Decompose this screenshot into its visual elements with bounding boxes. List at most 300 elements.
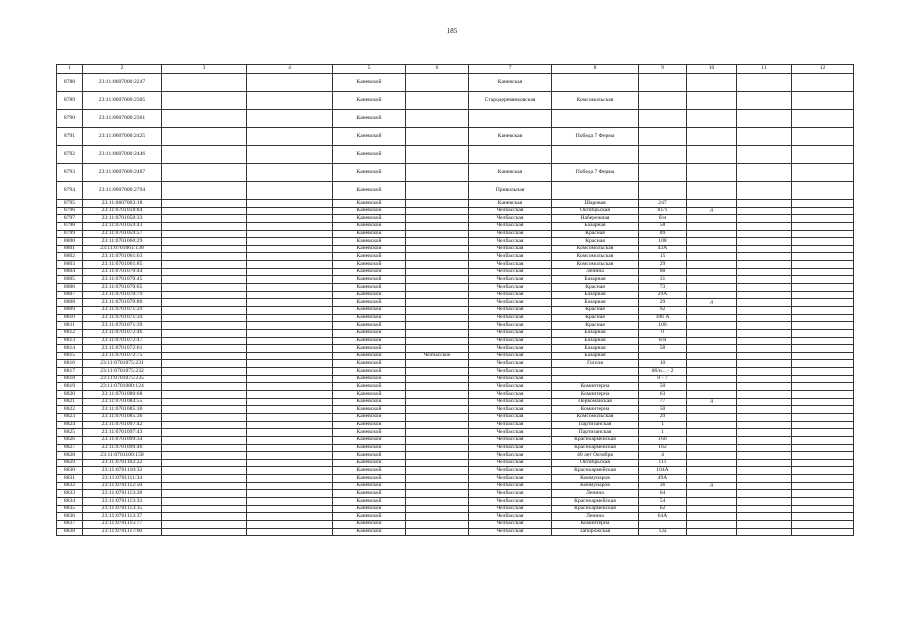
table-cell: Челбасская: [469, 421, 552, 429]
table-cell: [247, 436, 333, 444]
table-cell: [247, 391, 333, 399]
table-cell: [406, 475, 469, 483]
table-cell: 23:11:0701099:40: [83, 444, 162, 452]
table-cell: [737, 182, 792, 200]
table-cell: 8836: [57, 513, 83, 521]
table-cell: [792, 528, 854, 536]
table-cell: [406, 238, 469, 246]
table-cell: [737, 322, 792, 330]
table-cell: Каневской: [333, 268, 406, 276]
table-cell: [792, 306, 854, 314]
table-cell: [792, 444, 854, 452]
table-cell: 8824: [57, 421, 83, 429]
table-cell: Красноармейская: [552, 467, 639, 475]
register-table: [56, 64, 854, 536]
table-cell: Ленина: [552, 490, 639, 498]
table-cell: [406, 345, 469, 353]
table-cell: [687, 368, 737, 376]
table-cell: [162, 110, 247, 128]
table-cell: [687, 200, 737, 208]
table-cell: [162, 238, 247, 246]
table-cell: [247, 475, 333, 483]
table-cell: [552, 375, 639, 383]
table-cell: [792, 230, 854, 238]
table-cell: Каневской: [333, 284, 406, 292]
table-cell: 247: [639, 200, 687, 208]
table-cell: 50: [639, 383, 687, 391]
table-cell: [792, 222, 854, 230]
table-cell: Челбасская: [469, 391, 552, 399]
table-cell: 8789: [57, 92, 83, 110]
table-cell: 0 - 7: [639, 375, 687, 383]
table-cell: [687, 306, 737, 314]
table-cell: [687, 182, 737, 200]
table-cell: 23:11:0701100:158: [83, 452, 162, 460]
table-cell: Челбасская: [469, 314, 552, 322]
table-body: [57, 74, 854, 536]
table-cell: 23:11:0607000:2487: [83, 164, 162, 182]
table-cell: [792, 329, 854, 337]
table-cell: [247, 110, 333, 128]
table-cell: [737, 299, 792, 307]
table-cell: Каневской: [333, 306, 406, 314]
table-cell: [687, 284, 737, 292]
table-cell: [406, 406, 469, 414]
table-cell: Каневской: [333, 475, 406, 483]
table-row: [57, 329, 854, 337]
table-cell: 23:11:0701099:34: [83, 436, 162, 444]
table-cell: Каневской: [333, 429, 406, 437]
table-cell: [162, 164, 247, 182]
table-cell: [687, 230, 737, 238]
table-cell: 8834: [57, 497, 83, 505]
table-cell: [792, 482, 854, 490]
table-cell: [687, 444, 737, 452]
table-cell: [247, 284, 333, 292]
table-cell: Красноармейская: [552, 505, 639, 513]
table-row: [57, 475, 854, 483]
table-cell: [792, 429, 854, 437]
table-cell: 23:11:0701072:61: [83, 345, 162, 353]
table-cell: [247, 398, 333, 406]
table-cell: [469, 110, 552, 128]
table-cell: 8807: [57, 291, 83, 299]
table-cell: [792, 238, 854, 246]
table-cell: [406, 520, 469, 528]
table-cell: Челбасская: [469, 375, 552, 383]
table-cell: [162, 268, 247, 276]
table-cell: 23:11:0701070:65: [83, 284, 162, 292]
table-cell: [639, 520, 687, 528]
table-cell: Челбасская: [469, 436, 552, 444]
table-cell: Каневской: [333, 497, 406, 505]
table-cell: 0б/н... - 2: [639, 368, 687, 376]
table-cell: [247, 429, 333, 437]
table-cell: Красная: [552, 284, 639, 292]
table-cell: [687, 291, 737, 299]
table-cell: Красная: [552, 314, 639, 322]
table-cell: Каневской: [333, 345, 406, 353]
table-cell: Челбасская: [469, 253, 552, 261]
table-cell: [639, 164, 687, 182]
table-cell: 92: [639, 306, 687, 314]
table-cell: Челбасская: [469, 429, 552, 437]
table-cell: [247, 368, 333, 376]
table-cell: [162, 520, 247, 528]
table-cell: [792, 467, 854, 475]
table-cell: [687, 528, 737, 536]
table-cell: Каневская: [469, 164, 552, 182]
table-cell: Челбасская: [469, 513, 552, 521]
table-cell: Челбасская: [469, 299, 552, 307]
table-cell: [687, 375, 737, 383]
table-row: [57, 322, 854, 330]
table-cell: Запорожская: [552, 528, 639, 536]
table-cell: [247, 497, 333, 505]
table-cell: [406, 128, 469, 146]
table-cell: [687, 413, 737, 421]
table-cell: 31: [639, 276, 687, 284]
table-cell: Каневской: [333, 92, 406, 110]
table-cell: 23:11:0701075:235: [83, 375, 162, 383]
table-cell: [162, 207, 247, 215]
table-cell: [247, 261, 333, 269]
table-cell: 8814: [57, 345, 83, 353]
table-cell: [406, 505, 469, 513]
table-cell: 23:11:0701071:29: [83, 306, 162, 314]
table-cell: [406, 383, 469, 391]
table-cell: [406, 322, 469, 330]
table-cell: [247, 74, 333, 92]
table-cell: Каневская: [469, 200, 552, 208]
table-cell: [737, 215, 792, 223]
table-cell: 88: [639, 268, 687, 276]
table-cell: Базарная: [552, 352, 639, 360]
table-cell: 29: [639, 299, 687, 307]
table-cell: 23:11:0701070:79: [83, 291, 162, 299]
table-cell: [687, 421, 737, 429]
table-cell: Каневской: [333, 128, 406, 146]
table-cell: [247, 207, 333, 215]
table-cell: [687, 276, 737, 284]
table-cell: [687, 164, 737, 182]
table-cell: [162, 337, 247, 345]
table-cell: 8828: [57, 452, 83, 460]
table-cell: [406, 306, 469, 314]
table-cell: 23:11:0701070:44: [83, 268, 162, 276]
table-row: [57, 261, 854, 269]
table-cell: [162, 528, 247, 536]
table-cell: [247, 375, 333, 383]
table-cell: Каневской: [333, 238, 406, 246]
table-cell: [687, 329, 737, 337]
table-cell: [162, 406, 247, 414]
table-cell: 23:11:0701072:75: [83, 352, 162, 360]
table-cell: [406, 413, 469, 421]
table-cell: [162, 375, 247, 383]
table-cell: [792, 92, 854, 110]
table-cell: 29А: [639, 291, 687, 299]
table-cell: [247, 337, 333, 345]
table-row: [57, 520, 854, 528]
table-cell: Челбасская: [469, 520, 552, 528]
table-cell: Каневской: [333, 314, 406, 322]
table-cell: Красная: [552, 306, 639, 314]
table-cell: Красная: [552, 238, 639, 246]
table-cell: Каневской: [333, 413, 406, 421]
table-cell: [737, 314, 792, 322]
table-cell: [247, 230, 333, 238]
table-cell: Челбасская: [469, 352, 552, 360]
table-cell: 8813: [57, 337, 83, 345]
table-cell: [687, 128, 737, 146]
table-cell: [247, 268, 333, 276]
table-cell: Первомайская: [552, 398, 639, 406]
table-cell: 58: [639, 222, 687, 230]
table-cell: [792, 505, 854, 513]
table-cell: Челбасская: [469, 261, 552, 269]
table-cell: [687, 429, 737, 437]
table-cell: [162, 444, 247, 452]
table-cell: 8791: [57, 128, 83, 146]
table-cell: [639, 128, 687, 146]
table-cell: [247, 92, 333, 110]
table-cell: [406, 421, 469, 429]
table-cell: 23:11:0701070:80: [83, 299, 162, 307]
table-cell: [792, 360, 854, 368]
table-cell: [247, 444, 333, 452]
table-cell: Каневской: [333, 74, 406, 92]
table-cell: [162, 92, 247, 110]
table-cell: [792, 276, 854, 284]
table-cell: [162, 329, 247, 337]
table-cell: 10: [639, 360, 687, 368]
table-cell: Коммунаров: [552, 475, 639, 483]
table-cell: 23:11:0701097:43: [83, 429, 162, 437]
table-cell: Коммунаров: [552, 482, 639, 490]
table-cell: 29: [639, 413, 687, 421]
table-cell: [792, 520, 854, 528]
table-cell: Челбасская: [469, 268, 552, 276]
table-cell: 23:11:0701061:138: [83, 245, 162, 253]
column-number-header: 2: [83, 65, 162, 74]
table-cell: [737, 230, 792, 238]
table-cell: [406, 314, 469, 322]
table-cell: 8808: [57, 299, 83, 307]
table-cell: Каневской: [333, 467, 406, 475]
table-cell: [737, 406, 792, 414]
table-cell: [162, 452, 247, 460]
table-cell: Челбасская: [469, 528, 552, 536]
table-cell: [737, 110, 792, 128]
table-cell: 8809: [57, 306, 83, 314]
table-cell: [162, 391, 247, 399]
table-cell: Челбасская: [469, 306, 552, 314]
table-cell: [687, 345, 737, 353]
table-cell: [247, 528, 333, 536]
table-cell: Красноармейская: [552, 436, 639, 444]
table-cell: Каневской: [333, 459, 406, 467]
table-cell: [737, 261, 792, 269]
table-cell: [737, 345, 792, 353]
table-cell: Каневской: [333, 368, 406, 376]
table-cell: 106: [639, 322, 687, 330]
table-cell: [406, 74, 469, 92]
table-cell: [737, 253, 792, 261]
table-cell: Челбасская: [469, 345, 552, 353]
table-cell: [247, 306, 333, 314]
table-cell: 8820: [57, 391, 83, 399]
table-cell: 23:11:0701075:232: [83, 368, 162, 376]
column-number-header: 12: [792, 65, 854, 74]
table-cell: [247, 482, 333, 490]
table-cell: [247, 490, 333, 498]
table-cell: [162, 200, 247, 208]
table-cell: [162, 505, 247, 513]
table-cell: [406, 360, 469, 368]
table-cell: 49А: [639, 475, 687, 483]
table-cell: 23:11:0701061:85: [83, 261, 162, 269]
table-cell: [792, 299, 854, 307]
table-cell: [737, 444, 792, 452]
table-row: [57, 406, 854, 414]
table-row: [57, 245, 854, 253]
table-cell: Каневской: [333, 360, 406, 368]
table-cell: [737, 276, 792, 284]
table-cell: Каневской: [333, 329, 406, 337]
table-cell: [687, 146, 737, 164]
table-cell: [162, 352, 247, 360]
table-cell: 40 лет Октября: [552, 452, 639, 460]
table-cell: 23:11:0607003:18: [83, 200, 162, 208]
table-cell: 8801: [57, 245, 83, 253]
table-cell: 64: [639, 490, 687, 498]
table-cell: [687, 475, 737, 483]
table-cell: Привольная: [469, 182, 552, 200]
table-cell: [247, 467, 333, 475]
table-cell: [737, 360, 792, 368]
table-cell: 8818: [57, 375, 83, 383]
table-row: [57, 375, 854, 383]
table-cell: Каневской: [333, 513, 406, 521]
table-cell: 29: [639, 261, 687, 269]
table-cell: [406, 230, 469, 238]
table-cell: [737, 421, 792, 429]
table-cell: 23:11:0607000:2446: [83, 146, 162, 164]
table-cell: 108: [639, 238, 687, 246]
table-cell: Каневской: [333, 482, 406, 490]
table-cell: [162, 146, 247, 164]
table-cell: Челбасская: [469, 337, 552, 345]
table-row: [57, 505, 854, 513]
table-cell: [687, 92, 737, 110]
table-cell: [162, 490, 247, 498]
table-cell: [247, 299, 333, 307]
table-cell: [162, 306, 247, 314]
table-cell: [406, 513, 469, 521]
table-cell: Комсомольская: [552, 261, 639, 269]
column-number-header: 4: [247, 65, 333, 74]
table-row: [57, 299, 854, 307]
table-cell: 23:11:0701111:34: [83, 475, 162, 483]
table-cell: [406, 337, 469, 345]
table-cell: Каневской: [333, 291, 406, 299]
table-cell: 23:11:0701085:36: [83, 413, 162, 421]
table-cell: [687, 337, 737, 345]
table-cell: [687, 215, 737, 223]
table-cell: 106 А: [639, 314, 687, 322]
table-cell: 162: [639, 444, 687, 452]
table-cell: [162, 322, 247, 330]
table-cell: [737, 490, 792, 498]
table-cell: 8838: [57, 528, 83, 536]
table-cell: 12а: [639, 528, 687, 536]
table-cell: [406, 164, 469, 182]
table-row: [57, 164, 854, 182]
table-cell: Каневской: [333, 505, 406, 513]
table-cell: [406, 490, 469, 498]
table-cell: [162, 182, 247, 200]
table-cell: [162, 222, 247, 230]
table-cell: [737, 528, 792, 536]
table-cell: [247, 413, 333, 421]
table-cell: 8837: [57, 520, 83, 528]
table-cell: [639, 74, 687, 92]
table-cell: 8802: [57, 253, 83, 261]
table-cell: [162, 513, 247, 521]
table-cell: [792, 182, 854, 200]
table-cell: [792, 74, 854, 92]
table-cell: [406, 268, 469, 276]
table-cell: [552, 182, 639, 200]
table-cell: Каневской: [333, 215, 406, 223]
table-cell: 8806: [57, 284, 83, 292]
table-cell: 8823: [57, 413, 83, 421]
table-cell: 23:11:0701113:33: [83, 497, 162, 505]
table-cell: 23:11:0701102:22: [83, 459, 162, 467]
table-cell: [162, 398, 247, 406]
table-cell: Каневской: [333, 222, 406, 230]
table-row: [57, 459, 854, 467]
table-cell: 23:11:0607000:2305: [83, 92, 162, 110]
table-cell: Коминтерна: [552, 520, 639, 528]
table-cell: [406, 92, 469, 110]
table-cell: Каневской: [333, 230, 406, 238]
table-cell: [406, 291, 469, 299]
table-cell: 0: [639, 329, 687, 337]
table-cell: Челбасская: [469, 230, 552, 238]
table-cell: [792, 391, 854, 399]
table-cell: 8810: [57, 314, 83, 322]
table-cell: Красноармейская: [552, 497, 639, 505]
table-cell: Челбасская: [469, 475, 552, 483]
table-cell: [162, 383, 247, 391]
table-cell: Коминтерна: [552, 383, 639, 391]
table-cell: [247, 360, 333, 368]
table-cell: [406, 245, 469, 253]
table-cell: [792, 253, 854, 261]
table-cell: [247, 513, 333, 521]
table-cell: Каневской: [333, 182, 406, 200]
table-row: [57, 146, 854, 164]
table-cell: Каневской: [333, 436, 406, 444]
table-cell: [162, 291, 247, 299]
table-cell: 23:11:0701085:30: [83, 406, 162, 414]
table-cell: 36: [639, 482, 687, 490]
table-cell: [162, 497, 247, 505]
table-cell: 63: [639, 391, 687, 399]
table-cell: 23:11:0701080:68: [83, 391, 162, 399]
